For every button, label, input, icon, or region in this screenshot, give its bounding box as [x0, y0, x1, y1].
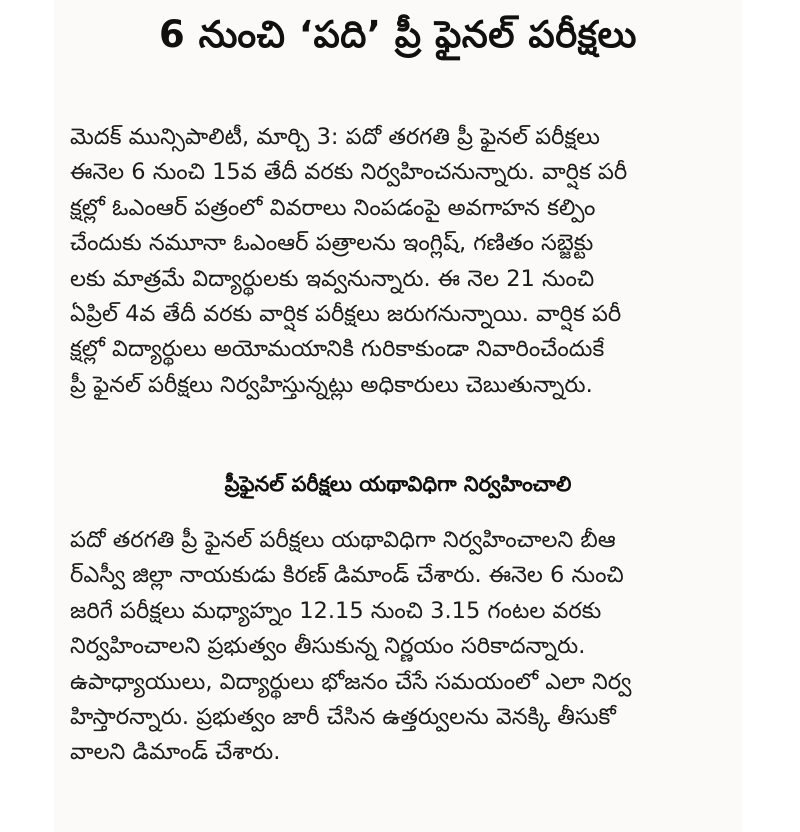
paragraph-line: ర్ఎస్వీ జిల్లా నాయకుడు కిరణ్ డిమాండ్ చేశారు. ఈనెల 6 నుంచి	[70, 562, 624, 589]
paragraph-line: లకు మాత్రమే విద్యార్థులకు ఇవ్వనున్నారు. ఈ నెల 21 నుంచి	[70, 265, 595, 292]
article-paragraph-2	[70, 523, 730, 771]
article-paragraph-1	[70, 120, 730, 403]
left-margin	[0, 0, 54, 832]
paragraph-line: జరిగే పరీక్షలు మధ్యాహ్నం 12.15 నుంచి 3.15 గంటల వరకు	[70, 597, 602, 624]
paragraph-line: నిర్వహించాలని ప్రభుత్వం తీసుకున్న నిర్ణయం సరికాదన్నారు.	[70, 633, 586, 660]
article-subheading: ప్రీఫైనల్ పరీక్షలు యథావిధిగా నిర్వహించాలి	[224, 472, 572, 496]
paragraph-line: క్షల్లో ఓఎంఆర్ పత్రంలో వివరాలు నింపడంపై అవగాహన కల్పిం	[70, 194, 596, 221]
paragraph-line: చేందుకు నమూనా ఓఎంఆర్ పత్రాలను ఇంగ్లిష్, గణితం సబ్జెక్టు	[70, 230, 594, 257]
right-margin	[742, 0, 800, 832]
paragraph-line: ఈనెల 6 నుంచి 15వ తేదీ వరకు నిర్వహించనున్నారు. వార్షిక పరీ	[70, 159, 628, 186]
article-headline: 6 నుంచి ‘పది’ ప్రీ ఫైనల్ పరీక్షలు	[159, 13, 637, 56]
paragraph-line: హిస్తారన్నారు. ప్రభుత్వం జారీ చేసిన ఉత్తర్వులను వెనక్కి తీసుకో	[70, 704, 616, 731]
paragraph-line: మెదక్ మున్సిపాలిటీ, మార్చి 3: పదో తరగతి ప్రీ ఫైనల్ పరీక్షలు	[70, 124, 600, 150]
paragraph-line: ప్రీ ఫైనల్ పరీక్షలు నిర్వహిస్తున్నట్లు అధికారులు చెబుతున్నారు.	[70, 371, 593, 398]
paragraph-line: ఉపాధ్యాయులు, విద్యార్థులు భోజనం చేసే సమయంలో ఎలా నిర్వ	[70, 668, 632, 695]
paragraph-line: పదో తరగతి ప్రీ ఫైనల్ పరీక్షలు యథావిధిగా నిర్వహించాలని బీఆ	[70, 527, 616, 553]
paragraph-line: వాలని డిమాండ్ చేశారు.	[70, 739, 281, 766]
newspaper-clipping	[54, 0, 742, 832]
paragraph-line: క్షల్లో విద్యార్థులు అయోమయానికి గురికాకుండా నివారించేందుకే	[70, 336, 605, 363]
paragraph-line: ఏప్రిల్ 4వ తేదీ వరకు వార్షిక పరీక్షలు జరుగనున్నాయి. వార్షిక పరీ	[70, 301, 622, 328]
